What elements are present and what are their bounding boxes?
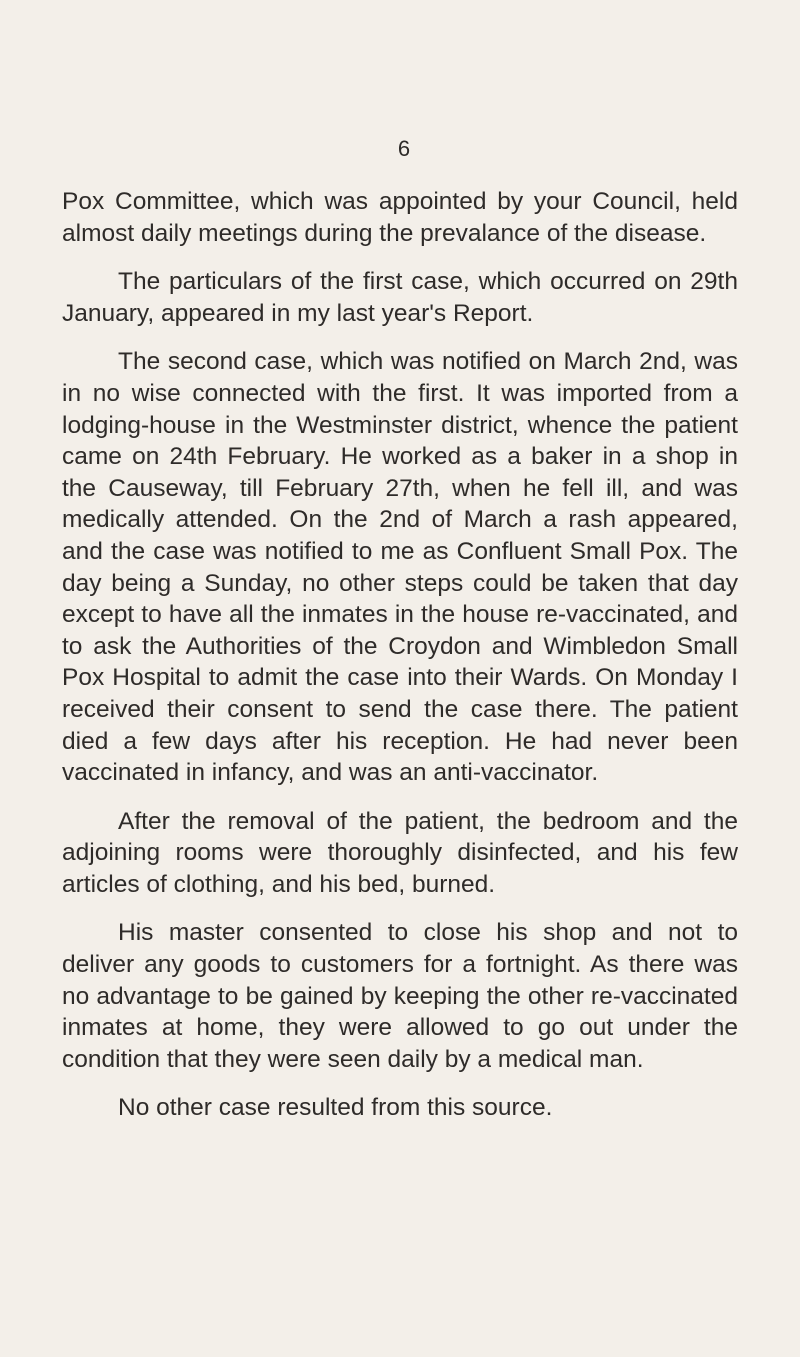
paragraph-second-case: The second case, which was notified on March 2nd, was in no wise connected with the first. It was imported from a lodging-house in the Westminster district, whence the patient came on 24th February. He worked as a baker in a shop in the Causeway, till February 27th, when he fell ill, and was medically attended. On the 2nd of March a rash appeared, and the case was notified to me as Confluent Small Pox. The day being a Sunday, no other steps could be taken that day except to have all the inmates in the house re-vaccinated, and to ask the Authorities of the Croydon and Wimbledon Small Pox Hospital to admit the case into their Wards. On Monday I received their consent to send the case there. The patient died a few days after his reception. He had never been vaccinated in infancy, and was an anti-vaccinator. bbox=[62, 348, 738, 787]
paragraph-conclusion: No other case resulted from this source. bbox=[118, 1094, 553, 1122]
paragraph-continuation: Pox Committee, which was appointed by your Council, held almost daily meetings during the prevalance of the disease. bbox=[62, 188, 738, 247]
paragraph-master-consent: His master consented to close his shop and not to deliver any goods to customers for a fortnight. As there was no advantage to be gained by keeping the other re-vaccinated inmates at home, they were allowed to go out under the condition that they were seen daily by a medical man. bbox=[62, 919, 738, 1073]
paragraph-disinfection: After the removal of the patient, the bedroom and the adjoining rooms were thoroughly disinfected, and his few articles of clothing, and his bed, burned. bbox=[62, 807, 738, 898]
paragraph-first-case: The particulars of the first case, which occurred on 29th January, appeared in my last year's Report. bbox=[62, 268, 738, 327]
page-number: 6 bbox=[397, 136, 411, 161]
